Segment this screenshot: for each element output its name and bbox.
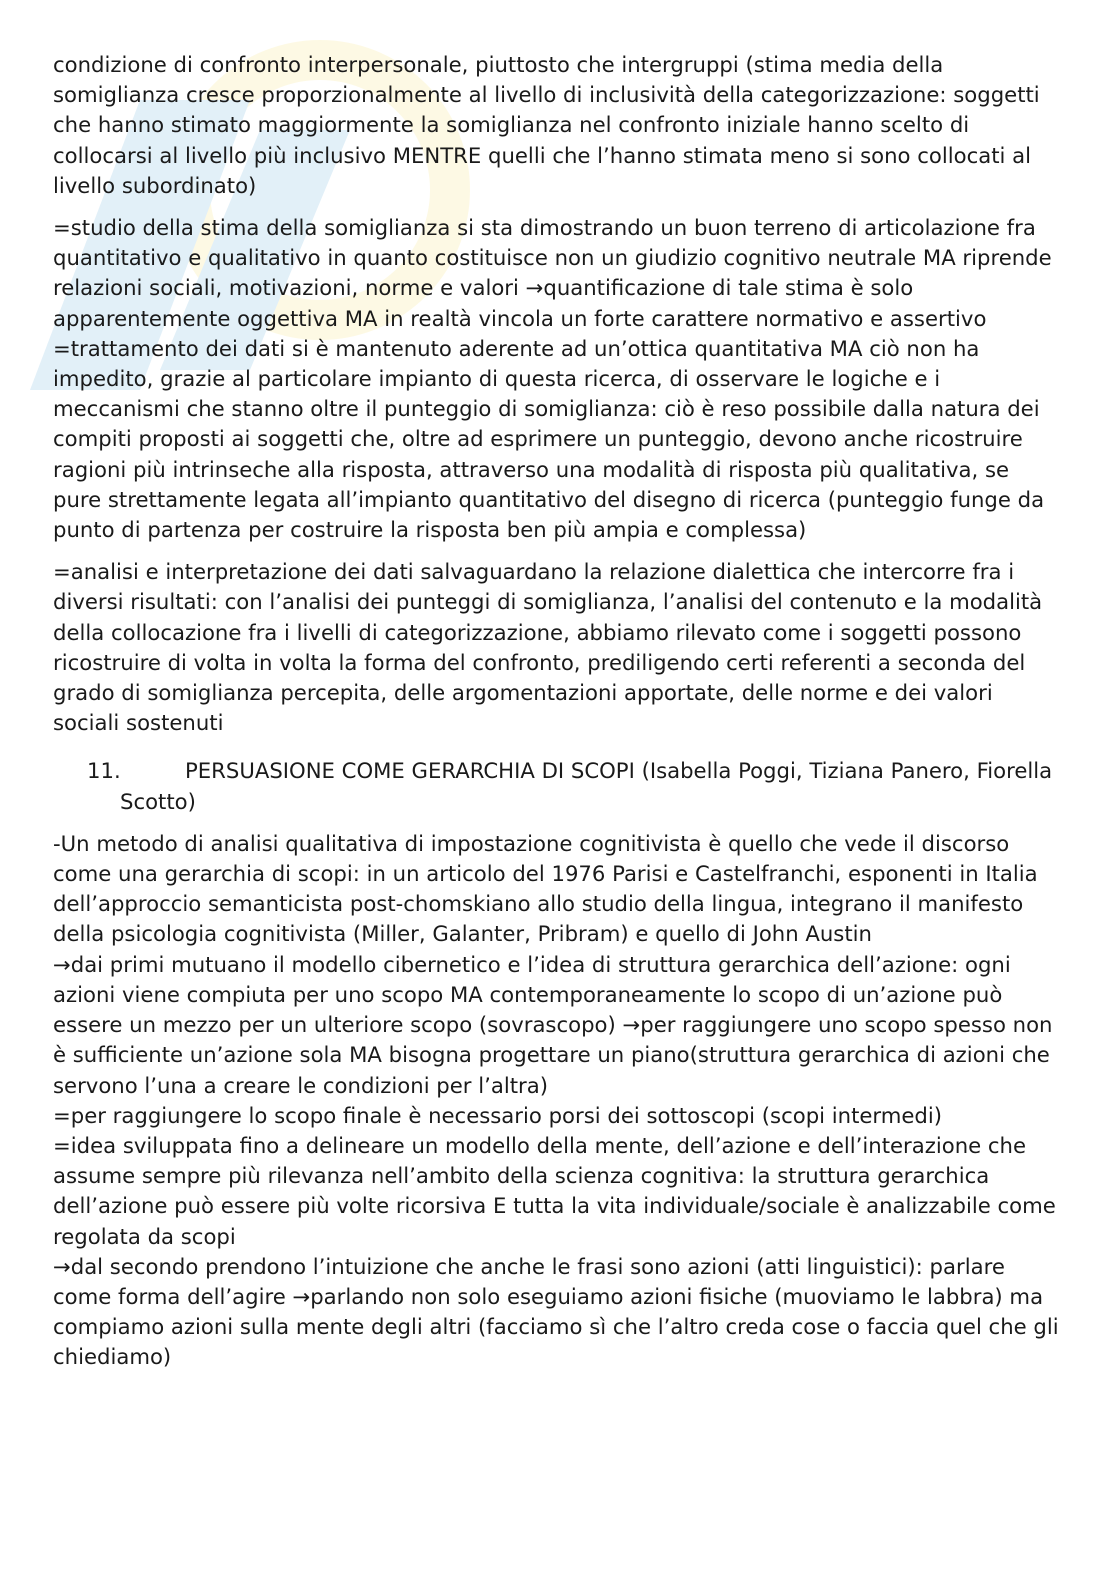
paragraph-6: →dai primi mutuano il modello cibernetico e l’idea di struttura gerarchica dell’azione: ogni azioni viene compiuta per uno scopo MA contemporaneamente lo scopo di un’azione può essere un mezzo per un ulteriore scopo (sovrascopo) →per raggiungere uno scopo spesso non è sufficiente un’azione sola MA bisogna progettare un piano(struttura gerarchica di azioni che servono l’una a creare le condizioni per l’altra) xyxy=(53,951,1053,1098)
paragraph-7: =per raggiungere lo scopo finale è necessario porsi dei sottoscopi (scopi intermedi) xyxy=(53,1102,943,1128)
section-number: 11. xyxy=(87,758,121,784)
section-title: PERSUASIONE COME GERARCHIA DI SCOPI (Isabella Poggi, Tiziana Panero, Fiorella Scotto) xyxy=(120,758,1053,814)
section-heading xyxy=(53,756,1063,816)
paragraph-8: =idea sviluppata fino a delineare un modello della mente, dell’azione e dell’interazione che assume sempre più rilevanza nell’ambito della scienza cognitiva: la struttura gerarchica dell’azione può essere più volte ricorsiva E tutta la vita individuale/sociale è analizzabile come regolata da scopi xyxy=(53,1132,1056,1249)
document-page xyxy=(53,50,1063,1373)
paragraph-9: →dal secondo prendono l’intuizione che anche le frasi sono azioni (atti linguistici): parlare come forma dell’agire →parlando non solo eseguiamo azioni fisiche (muoviamo le labbra) ma compiamo azioni sulla mente degli altri (facciamo sì che l’altro creda cose o faccia quel che gli chiediamo) xyxy=(53,1253,1059,1370)
paragraph-4: =analisi e interpretazione dei dati salvaguardano la relazione dialettica che intercorre fra i diversi risultati: con l’analisi dei punteggi di somiglianza, l’analisi del contenuto e la modalità della collocazione fra i livelli di categorizzazione, abbiamo rilevato come i soggetti possono ricostruire di volta in volta la forma del confronto, prediligendo certi referenti a seconda del grado di somiglianza percepita, delle argomentazioni apportate, delle norme e dei valori sociali sostenuti xyxy=(53,559,1043,736)
paragraph-3: =trattamento dei dati si è mantenuto aderente ad un’ottica quantitativa MA ciò non ha impedito, grazie al particolare impianto di questa ricerca, di osservare le logiche e i meccanismi che stanno oltre il punteggio di somiglianza: ciò è reso possibile dalla natura dei compiti proposti ai soggetti che, oltre ad esprimere un punteggio, devono anche ricostruire ragioni più intrinseche alla risposta, attraverso una modalità di risposta più qualitativa, se pure strettamente legata all’impianto quantitativo del disegno di ricerca (punteggio funge da punto di partenza per costruire la risposta ben più ampia e complessa) xyxy=(53,335,1045,543)
paragraph-5: -Un metodo di analisi qualitativa di impostazione cognitivista è quello che vede il discorso come una gerarchia di scopi: in un articolo del 1976 Parisi e Castelfranchi, esponenti in Italia dell’approccio semanticista post-chomskiano allo studio della lingua, integrano il manifesto della psicologia cognitivista (Miller, Galanter, Pribram) e quello di John Austin xyxy=(53,830,1038,947)
paragraph-1: condizione di confronto interpersonale, piuttosto che intergruppi (stima media della somiglianza cresce proporzionalmente al livello di inclusività della categorizzazione: soggetti che hanno stimato maggiormente la somiglianza nel confronto iniziale hanno scelto di collocarsi al livello più inclusivo MENTRE quelli che l’hanno stimata meno si sono collocati al livello subordinato) xyxy=(53,52,1040,198)
paragraph-2: =studio della stima della somiglianza si sta dimostrando un buon terreno di articolazione fra quantitativo e qualitativo in quanto costituisce non un giudizio cognitivo neutrale MA riprende relazioni sociali, motivazioni, norme e valori →quantificazione di tale stima è solo apparentemente oggettiva MA in realtà vincola un forte carattere normativo e assertivo xyxy=(53,215,1052,331)
